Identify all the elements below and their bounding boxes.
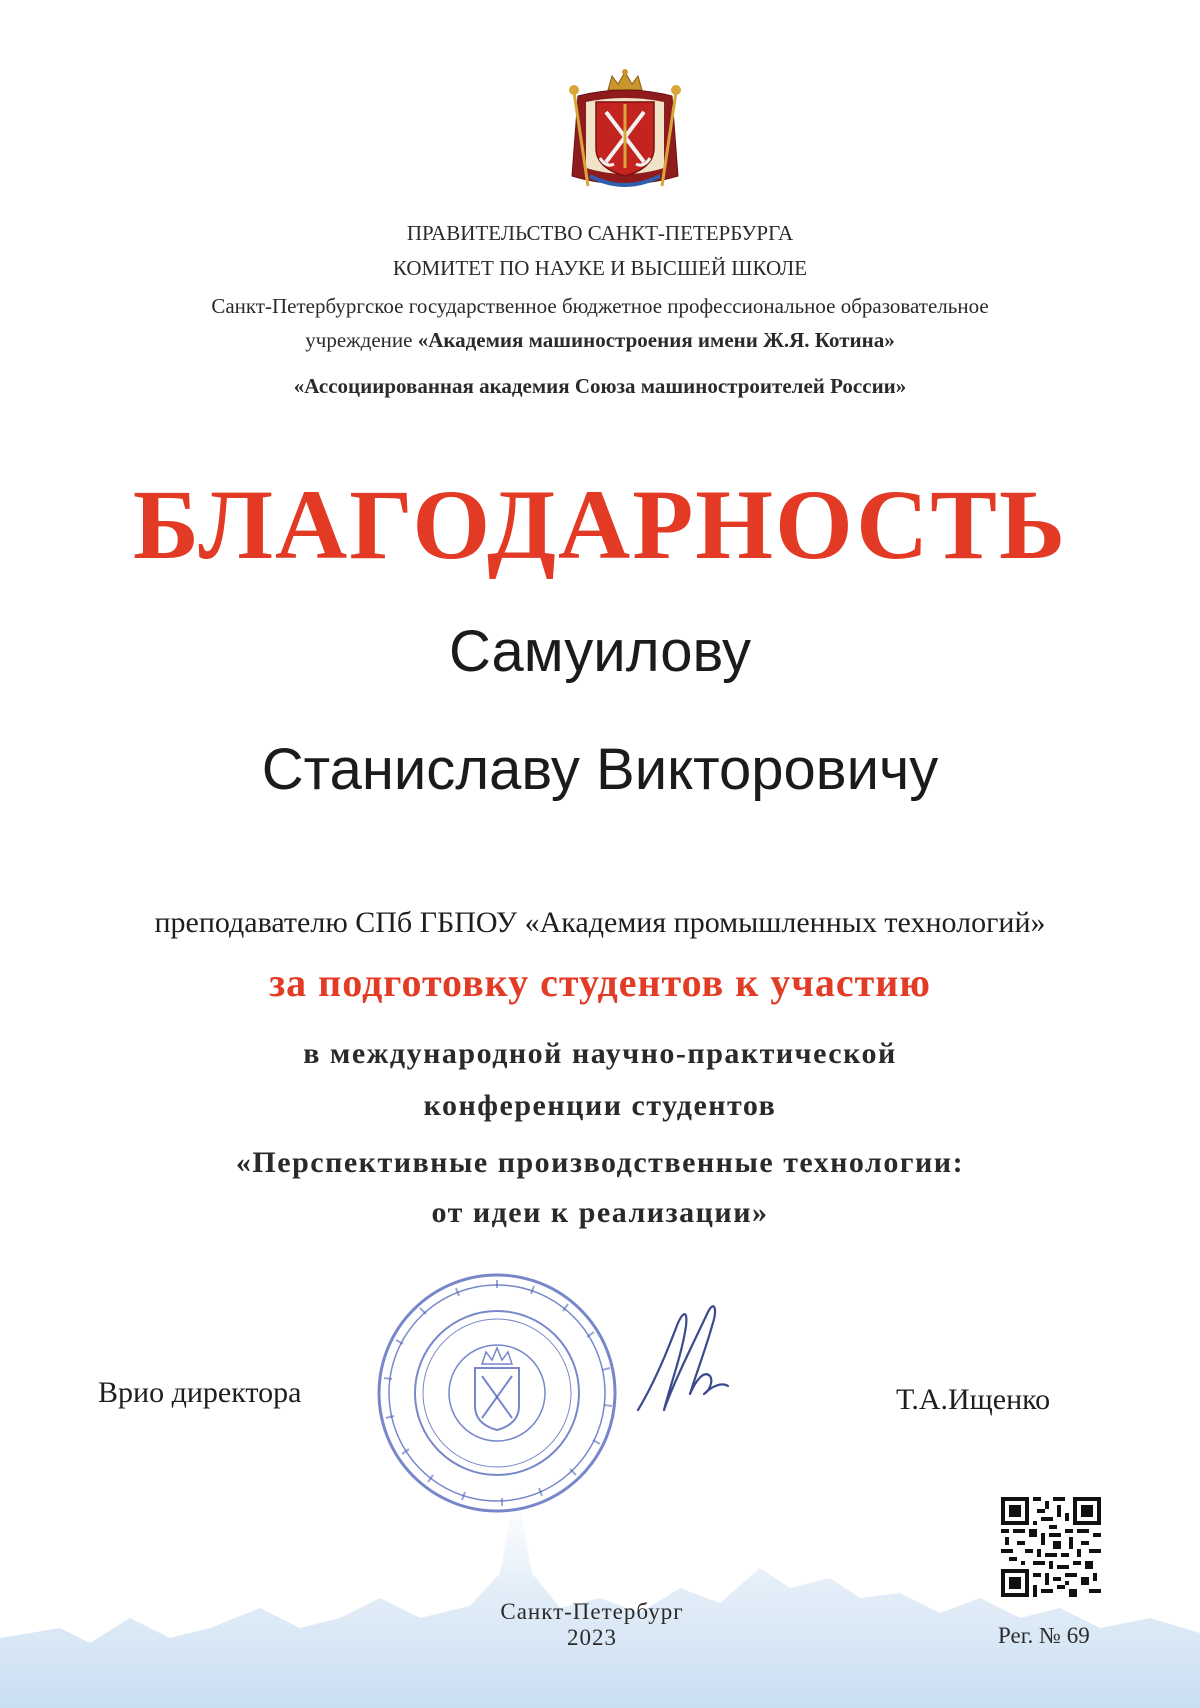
event-line-2: конференции студентов (423, 1089, 777, 1122)
footer-city: Санкт-Петербург (500, 1599, 684, 1624)
event-line-1: в международной научно-практической (303, 1037, 897, 1070)
recipient-surname: Самуилову (448, 619, 751, 684)
header-government: ПРАВИТЕЛЬСТВО САНКТ-ПЕТЕРБУРГА (406, 221, 794, 245)
header-committee: КОМИТЕТ ПО НАУКЕ И ВЫСШЕЙ ШКОЛЕ (392, 256, 808, 280)
event-line-3: «Перспективные производственные технологии: (235, 1146, 965, 1179)
footer-year: 2023 (567, 1625, 617, 1650)
award-reason: за подготовку студентов к участию (269, 960, 931, 1005)
header-academy-name: «Академия машиностроения имени Ж.Я. Котина» (417, 328, 895, 352)
recipient-role: преподавателю СПб ГБПОУ «Академия промышленных технологий» (154, 906, 1046, 939)
registration-number: Рег. № 69 (998, 1623, 1090, 1648)
header-institution: Санкт-Петербургское государственное бюджетное профессиональное образовательное (211, 294, 989, 318)
round-seal-stamp-icon (372, 1268, 622, 1518)
event-line-4: от идеи к реализации» (431, 1196, 769, 1229)
handwritten-signature-icon (630, 1290, 740, 1430)
recipient-given-name: Станиславу Викторовичу (261, 737, 939, 802)
header-institution-prefix: учреждение (305, 328, 418, 352)
header-association: «Ассоциированная академия Союза машиностроителей России» (293, 374, 907, 398)
signatory-name: Т.А.Ищенко (896, 1383, 1051, 1416)
certificate-title: БЛАГОДАРНОСТЬ (132, 469, 1068, 580)
saint-petersburg-coat-of-arms-icon (560, 68, 690, 198)
qr-code-icon[interactable] (1001, 1497, 1101, 1597)
header-institution-name (0, 327, 1200, 353)
signatory-position: Врио директора (98, 1376, 302, 1409)
